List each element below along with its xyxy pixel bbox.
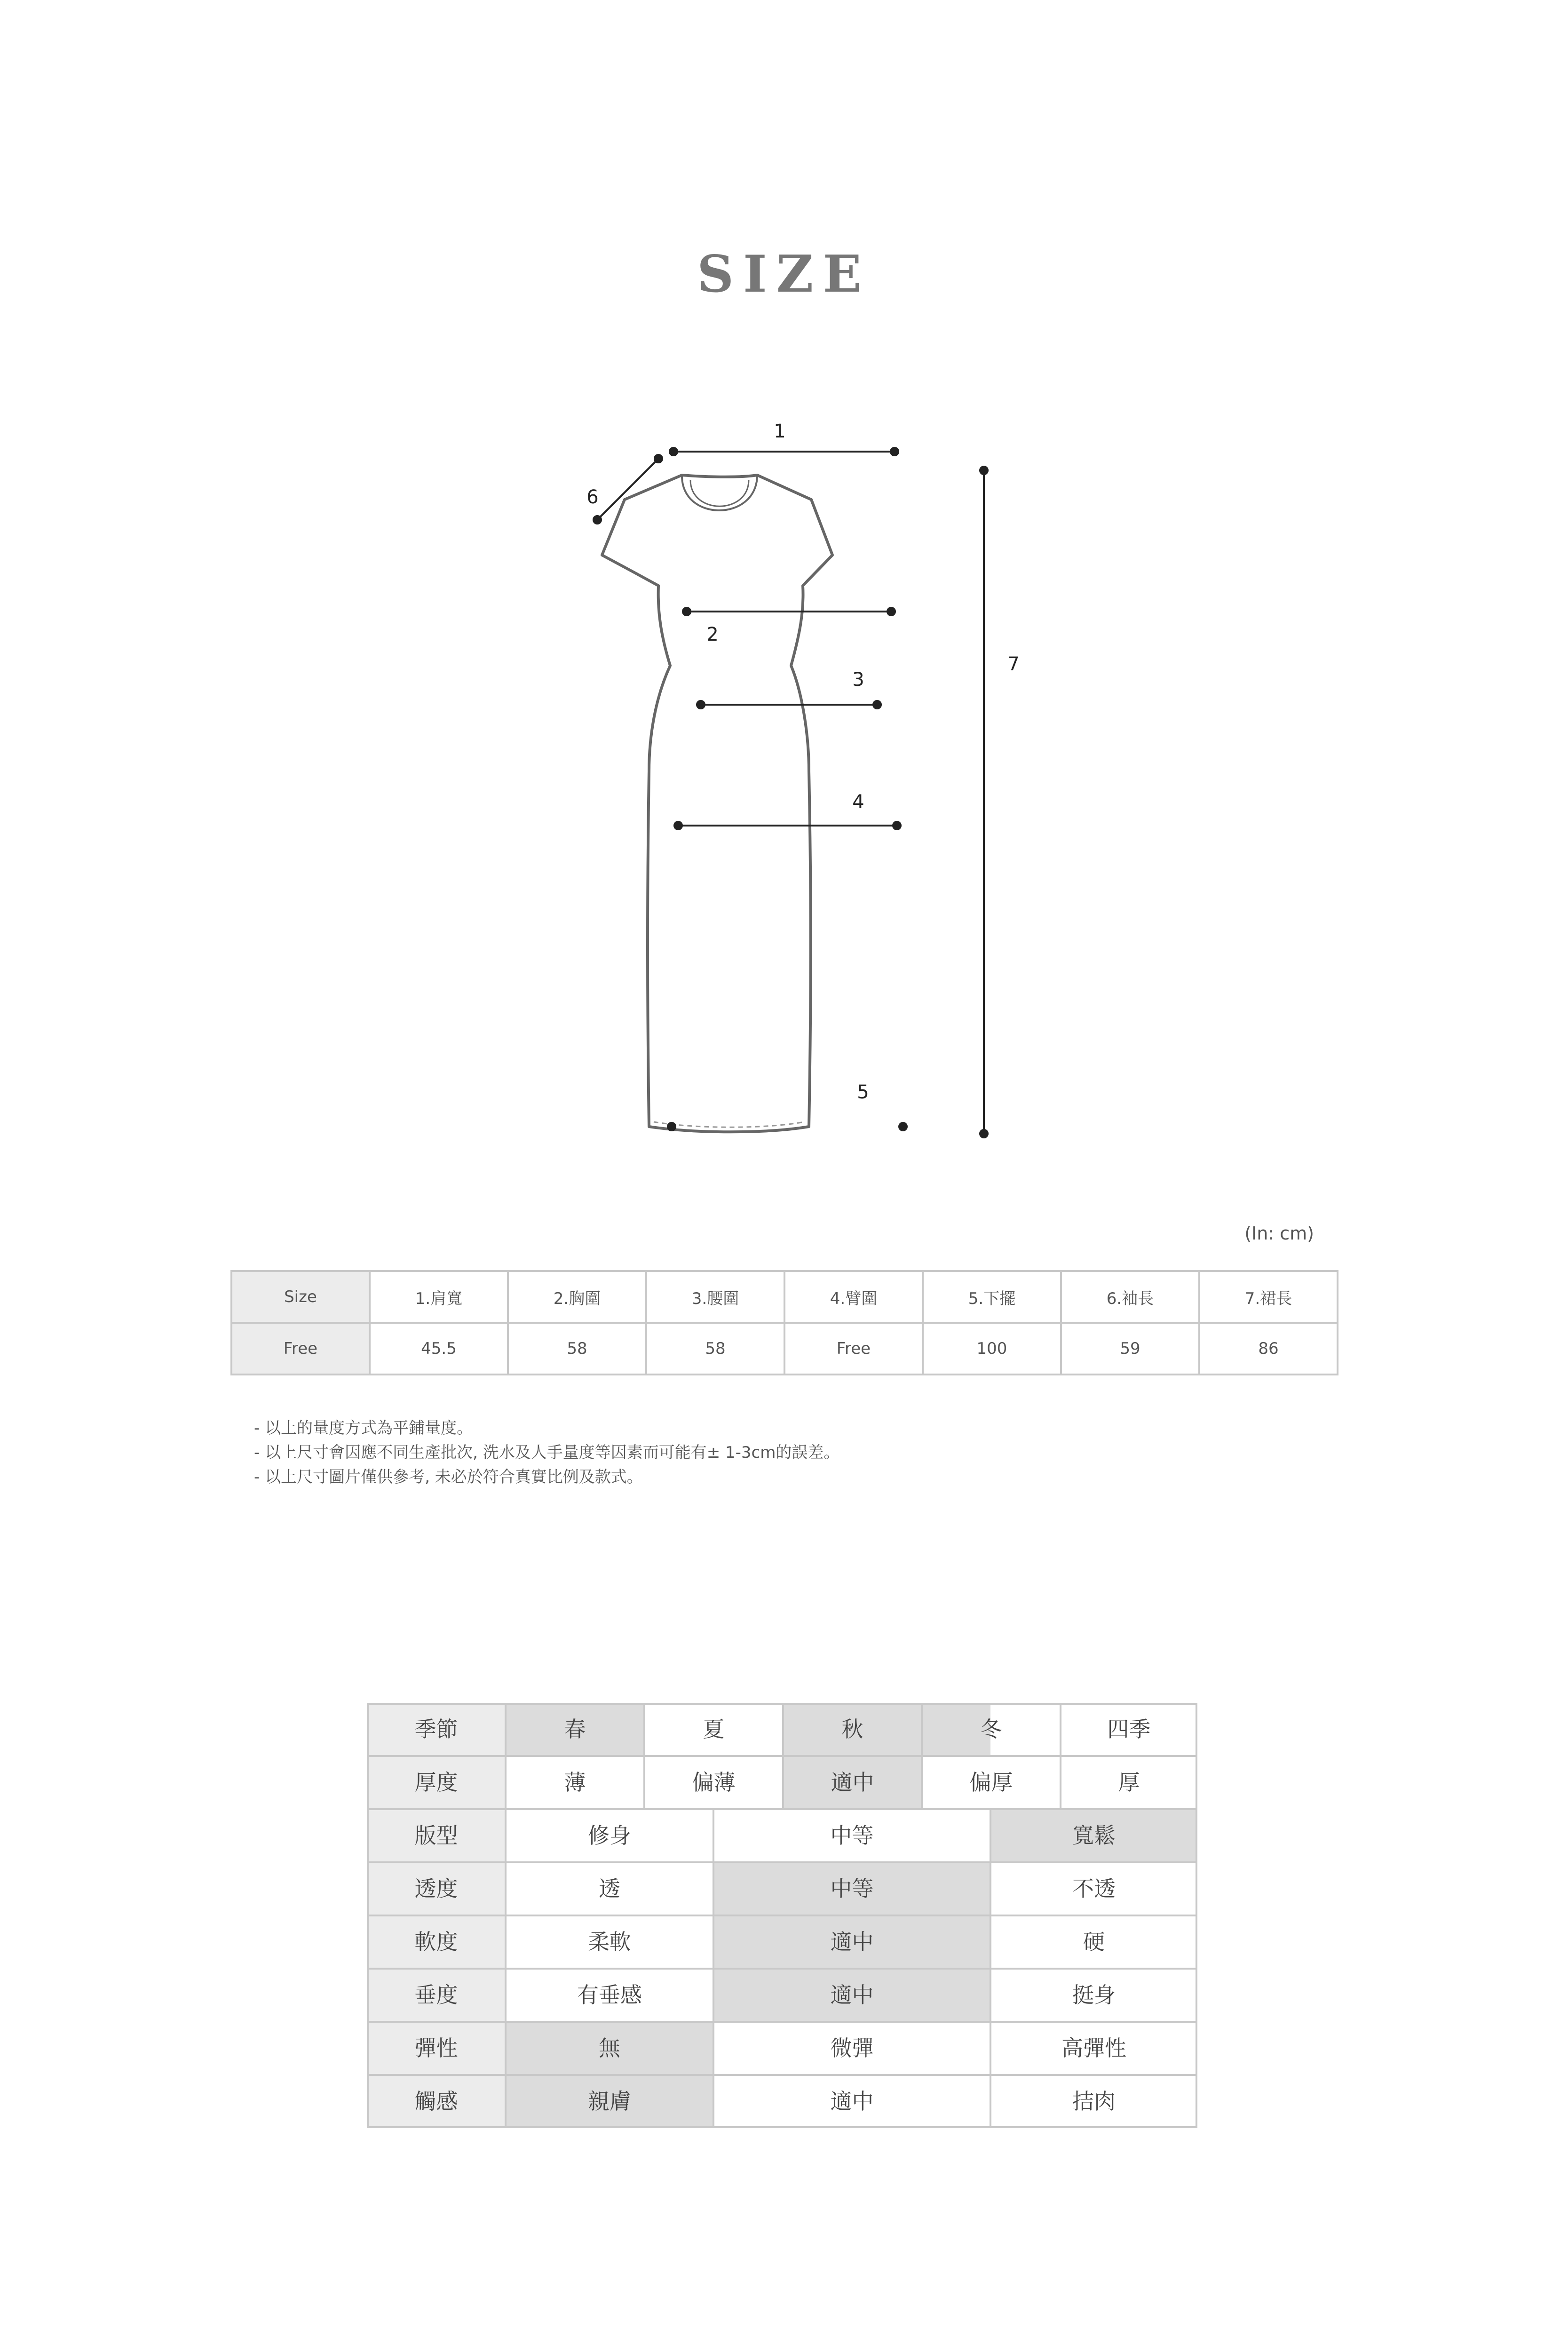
row-label: 厚度 bbox=[414, 1770, 458, 1795]
row-label: 版型 bbox=[414, 1823, 458, 1848]
option-cell: 適中 bbox=[831, 1770, 874, 1795]
row-label: 季節 bbox=[414, 1716, 458, 1742]
size-table-header: 6.袖長 bbox=[1061, 1271, 1199, 1323]
size-table-header-row bbox=[231, 1271, 1338, 1323]
row-label: 彈性 bbox=[414, 2035, 458, 2061]
diagram-label-3: 3 bbox=[852, 669, 864, 691]
option-cell: 挺身 bbox=[1072, 1982, 1116, 2008]
option-cell: 薄 bbox=[564, 1770, 586, 1795]
diagram-label-5: 5 bbox=[857, 1081, 869, 1103]
option-cell: 無 bbox=[599, 2035, 620, 2061]
page-title: SIZE bbox=[697, 245, 871, 304]
option-cell: 春 bbox=[564, 1716, 586, 1742]
option-cell: 偏薄 bbox=[692, 1770, 736, 1795]
diagram-label-4: 4 bbox=[852, 791, 864, 813]
size-table-header: 1.肩寬 bbox=[370, 1271, 508, 1323]
option-cell: 親膚 bbox=[588, 2089, 631, 2114]
note-line: - 以上尺寸圖片僅供參考, 未必於符合真實比例及款式。 bbox=[254, 1468, 643, 1486]
option-cell: 寬鬆 bbox=[1072, 1823, 1116, 1848]
option-cell: 硬 bbox=[1083, 1929, 1105, 1955]
option-cell: 透 bbox=[599, 1876, 620, 1901]
size-table-header: 2.胸圍 bbox=[508, 1271, 646, 1323]
row-label: 垂度 bbox=[414, 1982, 458, 2008]
option-cell: 柔軟 bbox=[588, 1929, 631, 1955]
size-table-cell: Free bbox=[784, 1323, 923, 1375]
option-cell: 微彈 bbox=[830, 2035, 874, 2061]
diagram-label-7: 7 bbox=[1007, 653, 1020, 675]
option-cell: 修身 bbox=[588, 1823, 631, 1848]
size-table-row bbox=[231, 1323, 1338, 1375]
size-table-cell: 86 bbox=[1199, 1323, 1338, 1375]
option-cell: 中等 bbox=[830, 1823, 874, 1848]
option-cell: 適中 bbox=[830, 1982, 874, 2008]
option-cell: 秋 bbox=[841, 1716, 863, 1742]
row-label: 觸感 bbox=[414, 2089, 458, 2114]
unit-note: (In: cm) bbox=[1244, 1223, 1314, 1244]
option-cell: 冬 bbox=[980, 1716, 1002, 1742]
option-cell: 適中 bbox=[830, 2089, 874, 2114]
option-cell: 有垂感 bbox=[577, 1982, 642, 2008]
size-table-header: 3.腰圍 bbox=[646, 1271, 784, 1323]
size-table-cell: Free bbox=[231, 1323, 370, 1375]
size-table-header: Size bbox=[231, 1271, 370, 1323]
neckline-inner bbox=[690, 480, 749, 506]
row-label: 透度 bbox=[414, 1876, 458, 1901]
size-table-cell: 59 bbox=[1061, 1323, 1199, 1375]
dress-measurement-diagram bbox=[555, 414, 1025, 1148]
option-cell: 偏厚 bbox=[969, 1770, 1013, 1795]
option-cell: 四季 bbox=[1107, 1716, 1151, 1742]
option-cell: 夏 bbox=[703, 1716, 725, 1742]
note-line: - 以上尺寸會因應不同生產批次, 洗水及人手量度等因素而可能有± 1-3cm的誤差。 bbox=[254, 1443, 840, 1462]
size-table-header: 7.裙長 bbox=[1199, 1271, 1338, 1323]
size-table-cell: 58 bbox=[646, 1323, 784, 1375]
size-table-cell: 58 bbox=[508, 1323, 646, 1375]
diagram-label-1: 1 bbox=[774, 421, 786, 442]
diagram-label-2: 2 bbox=[706, 624, 719, 645]
option-cell: 中等 bbox=[830, 1876, 874, 1901]
option-cell: 厚 bbox=[1118, 1770, 1140, 1795]
option-cell: 不透 bbox=[1072, 1876, 1116, 1901]
option-cell: 適中 bbox=[830, 1929, 874, 1955]
dress-outline bbox=[602, 475, 832, 1132]
measurement-notes bbox=[254, 1416, 839, 1489]
fabric-grid-text bbox=[367, 1703, 1197, 2128]
diagram-label-6: 6 bbox=[586, 486, 599, 508]
note-line: - 以上的量度方式為平鋪量度。 bbox=[254, 1419, 473, 1438]
size-table-header: 4.臂圍 bbox=[784, 1271, 923, 1323]
row-label: 軟度 bbox=[414, 1929, 458, 1955]
size-table-cell: 100 bbox=[923, 1323, 1061, 1375]
size-table-cell: 45.5 bbox=[370, 1323, 508, 1375]
size-table-header: 5.下擺 bbox=[923, 1271, 1061, 1323]
option-cell: 拮肉 bbox=[1072, 2089, 1116, 2114]
option-cell: 高彈性 bbox=[1061, 2035, 1126, 2061]
size-table bbox=[230, 1270, 1338, 1375]
